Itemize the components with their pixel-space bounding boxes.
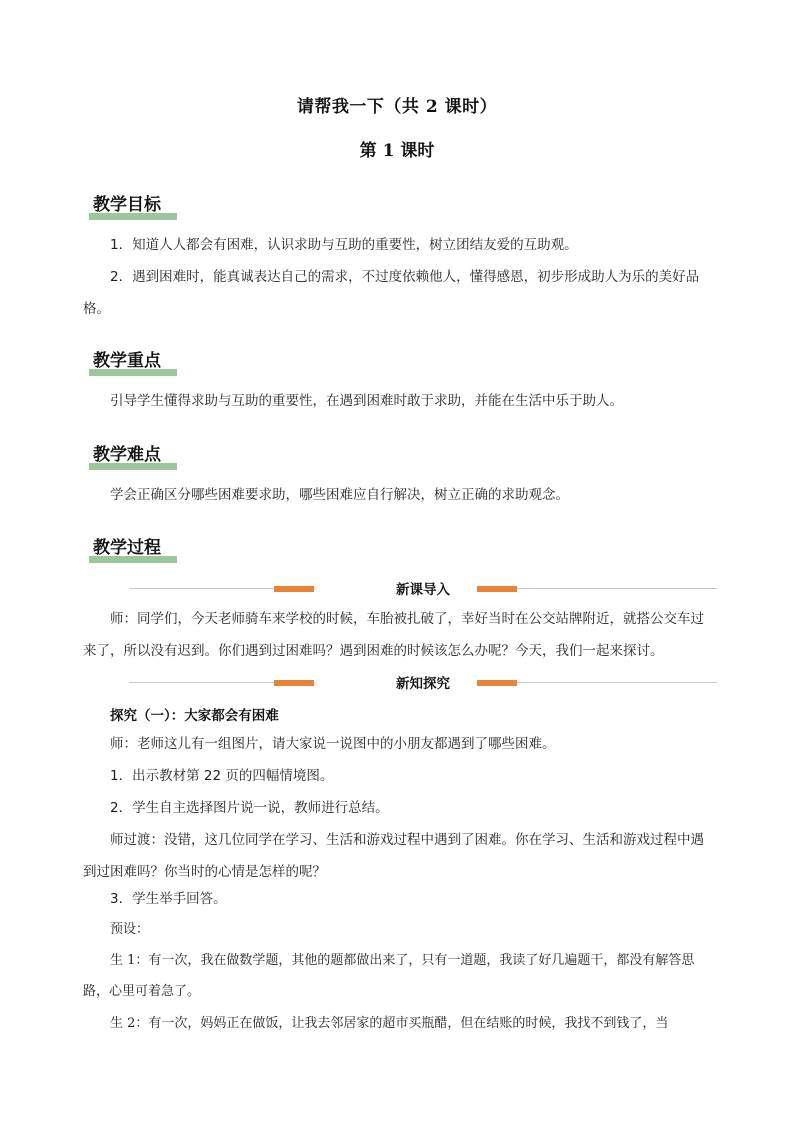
divider-intro bbox=[129, 582, 717, 596]
explore-line: 预设： bbox=[110, 922, 150, 937]
section-heading-process: 教学过程 bbox=[93, 533, 161, 563]
section-heading-objectives: 教学目标 bbox=[93, 190, 161, 220]
divider-label-explore: 新知探究 bbox=[396, 676, 450, 692]
divider-label-intro: 新课导入 bbox=[396, 582, 450, 598]
explore-line: 师过渡：没错，这几位同学在学习、生活和游戏过程中遇到了困难。你在学习、生活和游戏过程中遇到过困难吗？你当时的心情是怎样的呢？ bbox=[83, 832, 704, 880]
key-points-text: 引导学生懂得求助与互助的重要性，在遇到困难时敢于求助，并能在生活中乐于助人。 bbox=[110, 393, 623, 409]
section-heading-key-points: 教学重点 bbox=[93, 346, 161, 376]
explore-line: 3．学生举手回答。 bbox=[110, 891, 227, 907]
explore-line: 生 1：有一次，我在做数学题，其他的题都做出来了，只有一道题，我读了好几遍题干，都没有解答思路，心里可着急了。 bbox=[83, 953, 695, 999]
explore-line: 1．出示教材第 22 页的四幅情境图。 bbox=[110, 768, 334, 784]
objective-item-1: 1．知道人人都会有困难，认识求助与互助的重要性，树立团结友爱的互助观。 bbox=[110, 237, 578, 253]
divider-explore bbox=[129, 676, 717, 690]
document-subtitle: 第 1 课时 bbox=[359, 141, 435, 161]
difficulties-text: 学会正确区分哪些困难要求助，哪些困难应自行解决，树立正确的求助观念。 bbox=[110, 487, 569, 503]
explore-line: 生 2：有一次，妈妈正在做饭，让我去邻居家的超市买瓶醋，但在结账的时候，我找不到钱了，当 bbox=[110, 1016, 669, 1031]
intro-text: 师：同学们，今天老师骑车来学校的时候，车胎被扎破了，幸好当时在公交站牌附近，就搭公交车过来了，所以没有迟到。你们遇到过困难吗？遇到困难的时候该怎么办呢？今天，我们一起来探讨。 bbox=[83, 611, 704, 659]
section-heading-difficulties: 教学难点 bbox=[93, 440, 161, 470]
explore-line: 师：老师这儿有一组图片，请大家说一说图中的小朋友都遇到了哪些困难。 bbox=[110, 736, 556, 752]
explore-sub-heading: 探究（一）：大家都会有困难 bbox=[110, 708, 279, 724]
document-title: 请帮我一下（共 2 课时） bbox=[296, 97, 498, 117]
objective-item-2: 2．遇到困难时，能真诚表达自己的需求，不过度依赖他人，懂得感恩，初步形成助人为乐的美好品格。 bbox=[83, 269, 700, 317]
explore-line: 2．学生自主选择图片说一说，教师进行总结。 bbox=[110, 800, 389, 816]
